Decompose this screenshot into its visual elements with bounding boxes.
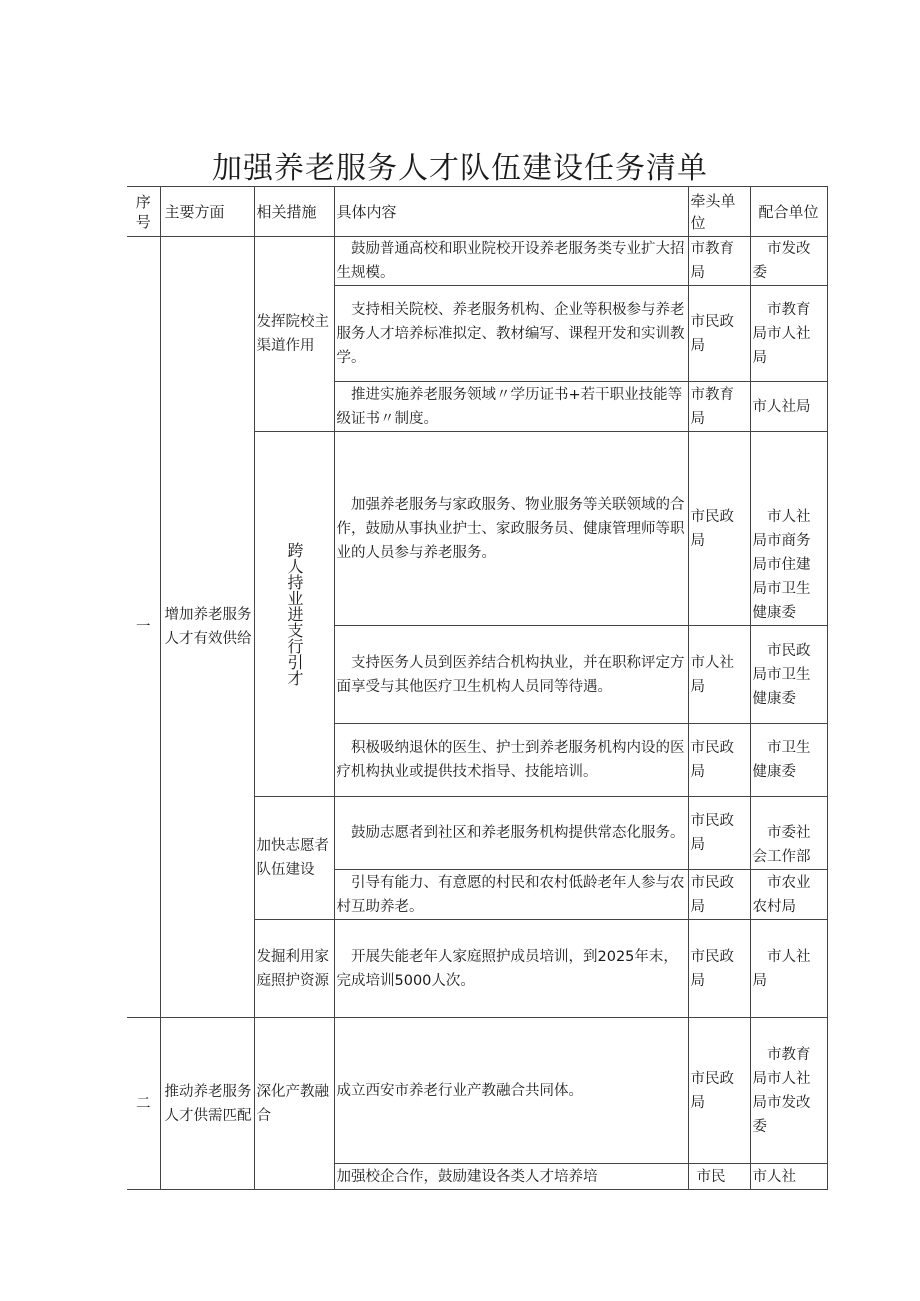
table-row bbox=[127, 1018, 827, 1164]
row-content: 加强养老服务与家政服务、物业服务等关联领域的合作，鼓励从事执业护士、家政服务员、健康管理师等职业的人员参与养老服务。 bbox=[334, 432, 688, 626]
row-lead: 市人社局 bbox=[688, 626, 750, 724]
row-content: 推进实施养老服务领域〃学历证书+若干职业技能等级证书〃制度。 bbox=[334, 382, 688, 432]
measure-name-text: 跨人持业进支行引才 bbox=[285, 542, 304, 686]
row-lead: 市民政局 bbox=[688, 724, 750, 797]
row-content: 加强校企合作，鼓励建设各类人才培养培 bbox=[334, 1164, 688, 1190]
row-coop: 市卫生健康委 bbox=[750, 724, 827, 797]
row-coop: 市委社会工作部 bbox=[750, 797, 827, 870]
row-coop: 市农业农村局 bbox=[750, 870, 827, 920]
row-content: 开展失能老年人家庭照护成员培训，到2025年末，完成培训5000人次。 bbox=[334, 920, 688, 1018]
row-content: 支持相关院校、养老服务机构、企业等积极参与养老服务人才培养标准拟定、教材编写、课程开发和实训教学。 bbox=[334, 286, 688, 382]
header-seq: 序号 bbox=[127, 187, 160, 237]
task-list-table bbox=[127, 186, 828, 1190]
row-lead: 市民政局 bbox=[688, 432, 750, 626]
section-aspect: 增加养老服务人才有效供给 bbox=[160, 237, 254, 1018]
row-content: 引导有能力、有意愿的村民和农村低龄老年人参与农村互助养老。 bbox=[334, 870, 688, 920]
row-coop: 市人社 bbox=[750, 1164, 827, 1190]
header-content: 具体内容 bbox=[334, 187, 688, 237]
row-lead: 市教育局 bbox=[688, 237, 750, 286]
row-coop: 市人社局 bbox=[750, 920, 827, 1018]
table-header-row bbox=[127, 187, 827, 237]
row-content: 积极吸纳退休的医生、护士到养老服务机构内设的医疗机构执业或提供技术指导、技能培训。 bbox=[334, 724, 688, 797]
row-lead: 市民政局 bbox=[688, 870, 750, 920]
document-title: 加强养老服务人才队伍建设任务清单 bbox=[212, 151, 708, 186]
row-content: 鼓励普通高校和职业院校开设养老服务类专业扩大招生规模。 bbox=[334, 237, 688, 286]
row-coop: 市人社局 bbox=[750, 382, 827, 432]
row-coop: 市人社局市商务局市住建局市卫生健康委 bbox=[750, 432, 827, 626]
row-lead: 市民 bbox=[688, 1164, 750, 1190]
measure-name-vertical bbox=[254, 432, 334, 797]
row-lead: 市民政局 bbox=[688, 286, 750, 382]
header-measure: 相关措施 bbox=[254, 187, 334, 237]
row-lead: 市民政局 bbox=[688, 797, 750, 870]
measure-name: 发掘利用家庭照护资源 bbox=[254, 920, 334, 1018]
row-lead: 市教育局 bbox=[688, 382, 750, 432]
header-coop: 配合单位 bbox=[750, 187, 827, 237]
row-coop: 市教育局市人社局 bbox=[750, 286, 827, 382]
row-content: 成立西安市养老行业产教融合共同体。 bbox=[334, 1018, 688, 1164]
header-lead: 牵头单位 bbox=[688, 187, 750, 237]
row-lead: 市民政局 bbox=[688, 1018, 750, 1164]
section-seq: 二 bbox=[127, 1018, 160, 1190]
row-content: 支持医务人员到医养结合机构执业，并在职称评定方面享受与其他医疗卫生机构人员同等待遇。 bbox=[334, 626, 688, 724]
measure-name: 深化产教融合 bbox=[254, 1018, 334, 1190]
row-coop: 市民政局市卫生健康委 bbox=[750, 626, 827, 724]
row-content: 鼓励志愿者到社区和养老服务机构提供常态化服务。 bbox=[334, 797, 688, 870]
row-lead: 市民政局 bbox=[688, 920, 750, 1018]
measure-name: 发挥院校主渠道作用 bbox=[254, 237, 334, 432]
header-aspect: 主要方面 bbox=[160, 187, 254, 237]
section-aspect: 推动养老服务人才供需匹配 bbox=[160, 1018, 254, 1190]
row-coop: 市教育局市人社局市发改委 bbox=[750, 1018, 827, 1164]
section-seq: 一 bbox=[127, 237, 160, 1018]
measure-name: 加快志愿者队伍建设 bbox=[254, 797, 334, 920]
row-coop: 市发改委 bbox=[750, 237, 827, 286]
table-row bbox=[127, 237, 827, 286]
